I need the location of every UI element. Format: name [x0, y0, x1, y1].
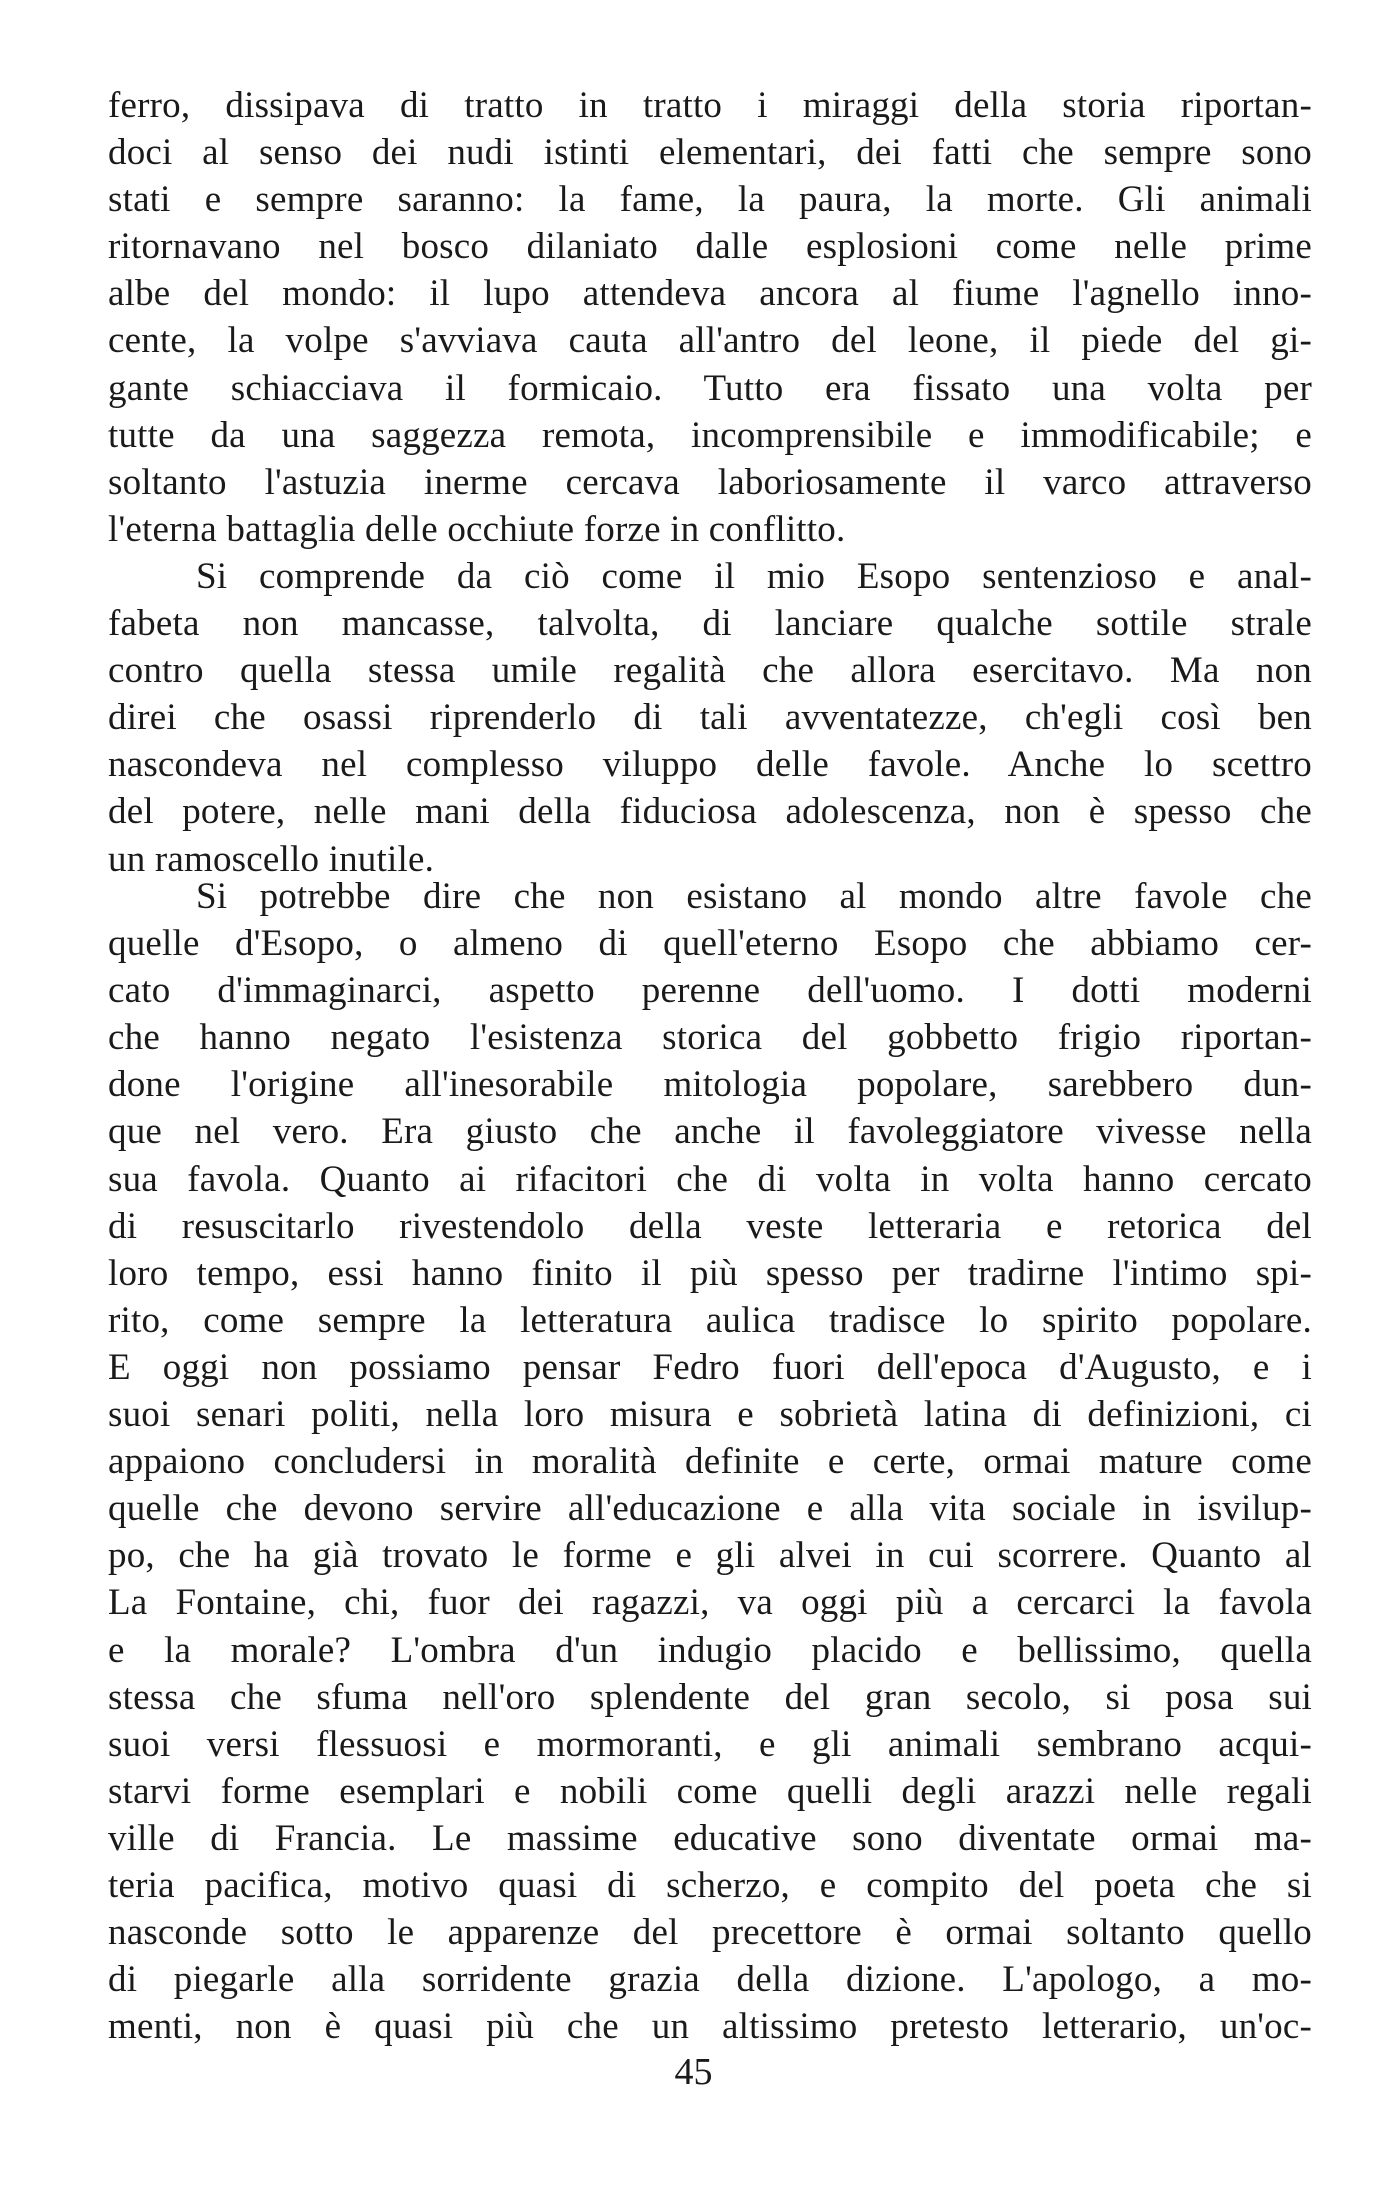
text-line: del potere, nelle mani della fiduciosa adolescenza, non è spesso che: [108, 791, 1312, 833]
text-line: starvi forme esemplari e nobili come quelli degli arazzi nelle regali: [108, 1770, 1312, 1812]
text-line: suoi senari politi, nella loro misura e sobrietà latina di definizioni, ci: [108, 1394, 1312, 1436]
text-line: tutte da una saggezza remota, incomprensibile e immodificabile; e: [108, 414, 1312, 456]
text-line: fabeta non mancasse, talvolta, di lanciare qualche sottile strale: [108, 603, 1312, 645]
text-line: cente, la volpe s'avviava cauta all'antro del leone, il piede del gi-: [108, 320, 1312, 362]
text-line: direi che osassi riprenderlo di tali avventatezze, ch'egli così ben: [108, 697, 1312, 739]
text-line: albe del mondo: il lupo attendeva ancora al fiume l'agnello inno-: [108, 273, 1312, 315]
text-line: stessa che sfuma nell'oro splendente del gran secolo, si posa sui: [108, 1676, 1312, 1718]
text-line: sua favola. Quanto ai rifacitori che di volta in volta hanno cercato: [108, 1158, 1312, 1200]
text-line: l'eterna battaglia delle occhiute forze in conflitto.: [108, 508, 846, 550]
page-number: 45: [674, 2051, 713, 2093]
paragraph-2: [108, 553, 1312, 883]
text-line: nasconde sotto le apparenze del precettore è ormai soltanto quello: [108, 1912, 1312, 1954]
text-line: done l'origine all'inesorabile mitologia popolare, sarebbero dun-: [108, 1064, 1312, 1106]
text-line: po, che ha già trovato le forme e gli alvei in cui scorrere. Quanto al: [108, 1535, 1312, 1577]
text-line: appaiono concludersi in moralità definite e certe, ormai mature come: [108, 1441, 1312, 1483]
text-line: nascondeva nel complesso viluppo delle favole. Anche lo scettro: [108, 744, 1312, 786]
text-line: ferro, dissipava di tratto in tratto i miraggi della storia riportan-: [108, 85, 1312, 126]
paragraph-3: [108, 873, 1312, 2050]
text-line: stati e sempre saranno: la fame, la paura, la morte. Gli animali: [108, 179, 1312, 221]
text-line: contro quella stessa umile regalità che allora esercitavo. Ma non: [108, 650, 1312, 692]
text-line: un ramoscello inutile.: [108, 838, 435, 880]
text-line: E oggi non possiamo pensar Fedro fuori dell'epoca d'Augusto, e i: [108, 1346, 1312, 1388]
text-line: di resuscitarlo rivestendolo della veste letteraria e retorica del: [108, 1205, 1312, 1247]
text-line: gante schiacciava il formicaio. Tutto era fissato una volta per: [108, 367, 1312, 409]
text-line: e la morale? L'ombra d'un indugio placido e bellissimo, quella: [108, 1629, 1312, 1671]
text-line: La Fontaine, chi, fuor dei ragazzi, va oggi più a cercarci la favola: [108, 1582, 1312, 1624]
text-line: que nel vero. Era giusto che anche il favoleggiatore vivesse nella: [108, 1111, 1312, 1153]
text-line: soltanto l'astuzia inerme cercava laboriosamente il varco attraverso: [108, 461, 1312, 503]
text-line: ritornavano nel bosco dilaniato dalle esplosioni come nelle prime: [108, 226, 1312, 268]
text-line: ville di Francia. Le massime educative sono diventate ormai ma-: [108, 1817, 1312, 1859]
text-line: di piegarle alla sorridente grazia della dizione. L'apologo, a mo-: [108, 1959, 1312, 2001]
text-line: rito, come sempre la letteratura aulica tradisce lo spirito popolare.: [108, 1299, 1312, 1341]
text-line: menti, non è quasi più che un altissimo pretesto letterario, un'oc-: [108, 2006, 1312, 2048]
text-line: Si potrebbe dire che non esistano al mondo altre favole che: [196, 876, 1312, 917]
text-line: suoi versi flessuosi e mormoranti, e gli animali sembrano acqui-: [108, 1723, 1312, 1765]
paragraph-1: [108, 82, 1312, 553]
text-line: cato d'immaginarci, aspetto perenne dell'uomo. I dotti moderni: [108, 970, 1312, 1012]
text-line: teria pacifica, motivo quasi di scherzo, e compito del poeta che si: [108, 1864, 1312, 1906]
text-line: che hanno negato l'esistenza storica del gobbetto frigio riportan-: [108, 1017, 1312, 1059]
text-line: quelle che devono servire all'educazione e alla vita sociale in isvilup-: [108, 1488, 1312, 1530]
text-line: Si comprende da ciò come il mio Esopo sentenzioso e anal-: [196, 556, 1312, 597]
text-line: loro tempo, essi hanno finito il più spesso per tradirne l'intimo spi-: [108, 1252, 1312, 1294]
text-line: quelle d'Esopo, o almeno di quell'eterno Esopo che abbiamo cer-: [108, 923, 1312, 965]
text-line: doci al senso dei nudi istinti elementari, dei fatti che sempre sono: [108, 132, 1312, 174]
